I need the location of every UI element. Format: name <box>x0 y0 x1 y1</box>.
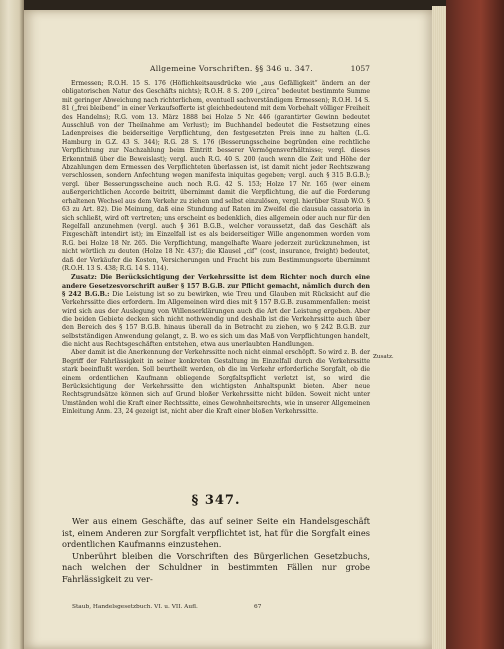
statute-text <box>62 516 370 586</box>
commentary-paragraph-aber: Aber damit ist die Anerkennung der Verkehrssitte noch nicht einmal erschöpft. So wird z. B. der Begriff der Fahrlässigkeit in seiner konkreten Gestaltung im Einzelfall durch die Verkehrssitte stark beeinflußt werden. Soll beurtheilt werden, ob die im Verkehr erforderliche Sorgfalt, ob die einem ordentlichen Kaufmann obliegende Sorgfaltspflicht verletzt ist, so wird die Berücksichtigung der Verkehrssitte den wichtigsten Anhaltspunkt bieten. Aber neue Rechtsgrundsätze können sich auf Grund bloßer Verkehrssitte nicht bilden. Soweit nicht unter Umständen wohl die Kraft einer Rechtssitte, eines Gewohnheitsrechts, wie in unserer Allgemeinen Einleitung Anm. 23, 24 gezeigt ist, nicht aber die Kraft einer bloßen Verkehrssitte. <box>62 349 370 416</box>
statute-paragraph-2: Unberührt bleiben die Vorschriften des Bürgerlichen Gesetzbuchs, nach welchen der Schuldner in bestimmten Fällen nur grobe Fahrlässigkeit zu ver- <box>62 550 370 584</box>
page-footer <box>62 604 370 614</box>
section-heading: § 347. <box>191 493 241 508</box>
sheet-number: 67 <box>254 604 262 610</box>
book-cover <box>446 0 504 649</box>
running-head: Allgemeine Vorschriften. §§ 346 u. 347. <box>150 64 314 73</box>
zusatz-paragraph <box>62 274 370 349</box>
commentary-paragraph: Ermessen; R.O.H. 15 S. 176 (Höflichkeitsausdrücke wie „aus Gefälligkeit“ ändern an der obligatorischen Natur des Geschäfts nichts); R.O.H. 8 S. 209 („circa“ bedeutet bestimmte Summe mit geringer Abweichung nach richterlichem, eventuell sachverständigem Ermessen); R.O.H. 14 S. 81 („frei bleibend“ in einer Verkaufsofferte ist gleichbedeutend mit dem Vorbehalt völliger Freiheit des Handelns); R.G. vom 13. März 1888 bei Holze 5 Nr. 446 (garantirter Gewinn bedeutet Ausschluß von der Theilnahme am Verlust); im Buchhandel bedeutet die Festsetzung eines Ladenpreises die beiderseitige Verpflichtung, den festgesetzten Preis inne zu halten (L.G. Hamburg in G.Z. 43 S. 344); R.G. 28 S. 176 (Besserungsscheine begründen eine rechtliche Verpflichtung zur Nachzahlung beim Eintritt besserer Vermögensverhältnisse; vergl. dieses Erkenntniß über die Beweislast); vergl. auch R.G. 40 S. 200 (auch wenn die Zeit und Höhe der Abzahlungen dem Ermessen des Verpflichteten überlassen ist, ist damit nicht jeder Rechtszwang verschlossen, sondern Anfechtung wegen manifesta iniquitas gegeben; vergl. auch § 315 B.G.B.); vergl. über Besserungsscheine auch noch R.G. 42 S. 153; Holze 17 Nr. 165 (wer einem außergerichtlichen Accorde beitritt, übernimmt damit die Verpflichtung, die auf die Forderung erhaltenen Wechsel aus dem Verkehr zu ziehen und selbst einzulösen, vergl. hierüber Staub W.O. § 63 zu Art. 82). Die Meinung, daß eine Stundung auf Raten im Zweifel die clausula cassatoria in sich schließt, wird oft vertreten; uns erscheint es bedenklich, dies allgemein oder auch nur für den Regelfall anzunehmen (vergl. auch § 361 B.G.B., welcher voraussetzt, daß das Geschäft als Fixgeschäft intendirt ist); im Einzelfall ist es als beiderseitiger Wille angenommen worden vom R.G. bei Holze 18 Nr. 265. Die Verpflichtung, mangelhafte Waare jederzeit zurückzunehmen, ist nicht wörtlich zu deuten (Holze 18 Nr. 437); die Klausel „cif“ (cost, insurance, freight) bedeutet, daß der Verkäufer die Kosten, Versicherungen und Fracht bis zum Bestimmungsorte übernimmt (R.O.H. 13 S. 438; R.G. 14 S. 114). <box>62 80 370 272</box>
zusatz-text: Die Leistung ist so zu bewirken, wie Treu und Glauben mit Rücksicht auf die Verkehrssitte dies erfordern. Im Allgemeinen wird dies mit § 157 B.G.B. zusammenfallen: meist wird sich aus der Auslegung von Willenserklärungen auch die Art der Leistung ergeben. Aber die beiden Gebiete decken sich nicht nothwendig und deshalb ist die Verkehrssitte auch über den Bereich des § 157 B.G.B. hinaus überall da in Betracht zu ziehen, wo § 242 B.G.B. zur selbstständigen Anwendung gelangt, z. B. wo es sich um das Maß von Verpflichtungen handelt, die nicht aus Rechtsgeschäften entstehen, etwa aus unerlaubten Handlungen. <box>62 291 370 349</box>
signature-line: Staub, Handelsgesetzbuch. VI. u. VII. Aufl. <box>72 604 198 610</box>
page-header <box>62 64 370 76</box>
commentary-body <box>62 80 370 417</box>
statute-paragraph-1: Wer aus einem Geschäfte, das auf seiner Seite ein Handelsgeschäft ist, einem Anderen zur Sorgfalt verpflichtet ist, hat für die Sorgfalt eines ordentlichen Kaufmanns einzustehen. <box>62 516 370 550</box>
page-stack-edges <box>432 6 446 649</box>
previous-page-edge <box>0 0 24 649</box>
zusatz-title: Zusatz: Die Berücksichtigung der Verkehrssitte ist dem Richter noch durch eine andere Gesetzesvorschrift außer § 157 B.G.B. zur Pflicht gemacht, nämlich durch den § 242 B.G.B.: <box>62 274 370 299</box>
page-number: 1057 <box>350 64 370 73</box>
margin-note: Zusatz. <box>373 354 394 360</box>
